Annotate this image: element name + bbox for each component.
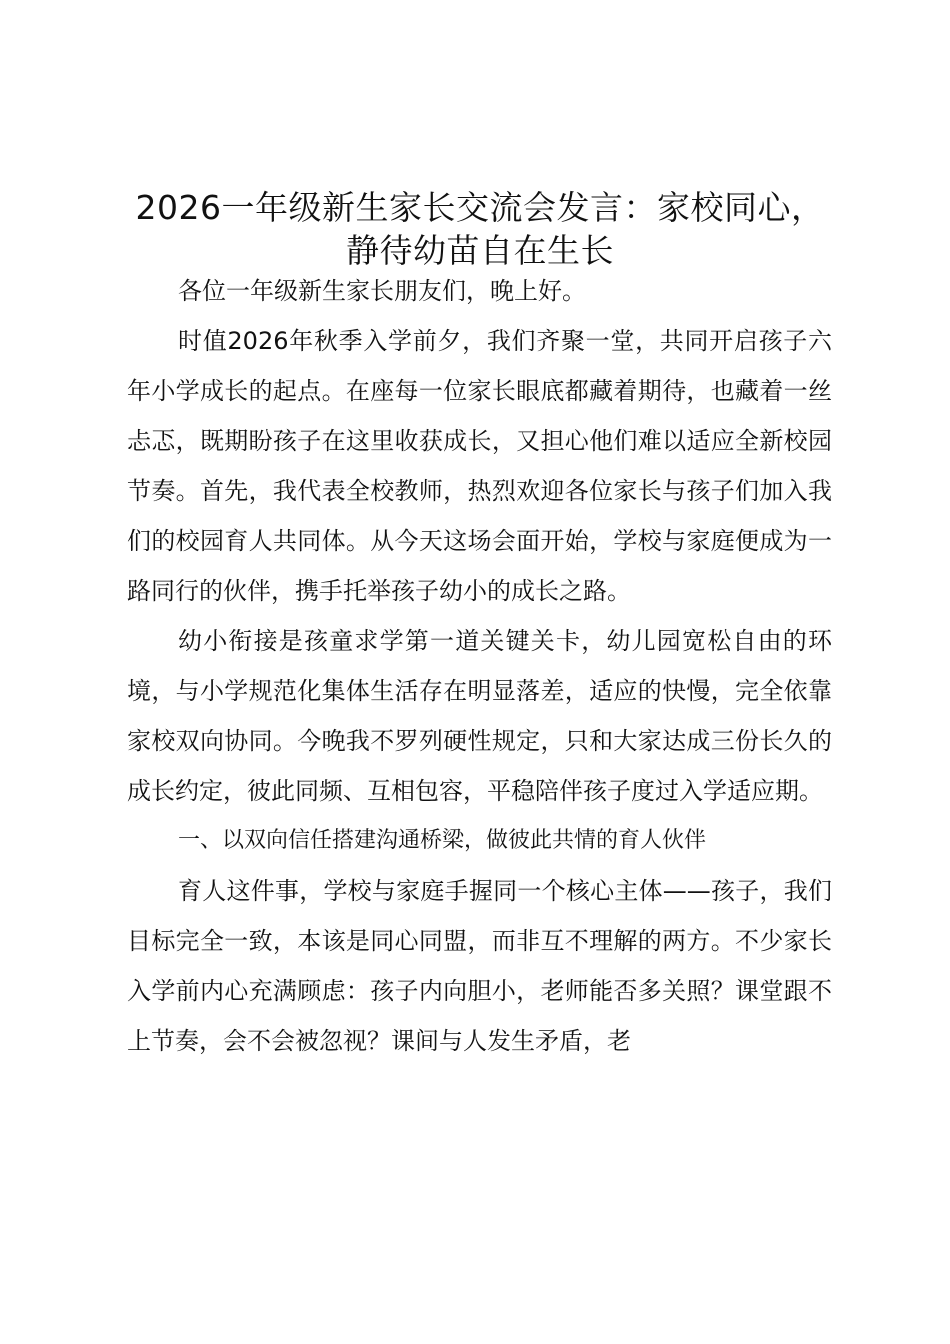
body-paragraph-1: 时值2026年秋季入学前夕，我们齐聚一堂，共同开启孩子六年小学成长的起点。在座每一位家长眼底都藏着期待，也藏着一丝忐忑，既期盼孩子在这里收获成长，又担心他们难以适应全新校园节奏。首先，我代表全校教师，热烈欢迎各位家长与孩子们加入我们的校园育人共同体。从今天这场会面开始，学校与家庭便成为一路同行的伙伴，携手托举孩子幼小的成长之路。 [127, 327, 832, 605]
document-page [127, 186, 832, 1066]
title-line-1: 2026一年级新生家长交流会发言：家校同心， [135, 188, 825, 227]
body-paragraph-3: 育人这件事，学校与家庭手握同一个核心主体——孩子，我们目标完全一致，本该是同心同盟，而非互不理解的两方。不少家长入学前内心充满顾虑：孩子内向胆小，老师能否多关照？课堂跟不上节奏，会不会被忽视？课间与人发生矛盾，老 [127, 877, 832, 1055]
section-heading-1: 一、以双向信任搭建沟通桥梁，做彼此共情的育人伙伴 [178, 828, 707, 853]
title-line-2: 静待幼苗自在生长 [346, 231, 614, 270]
greeting-paragraph: 各位一年级新生家长朋友们，晚上好。 [178, 277, 586, 305]
document-title [85, 186, 875, 272]
body-paragraph-2: 幼小衔接是孩童求学第一道关键关卡，幼儿园宽松自由的环境，与小学规范化集体生活存在明显落差，适应的快慢，完全依靠家校双向协同。今晚我不罗列硬性规定，只和大家达成三份长久的成长约定，彼此同频、互相包容，平稳陪伴孩子度过入学适应期。 [127, 627, 832, 805]
